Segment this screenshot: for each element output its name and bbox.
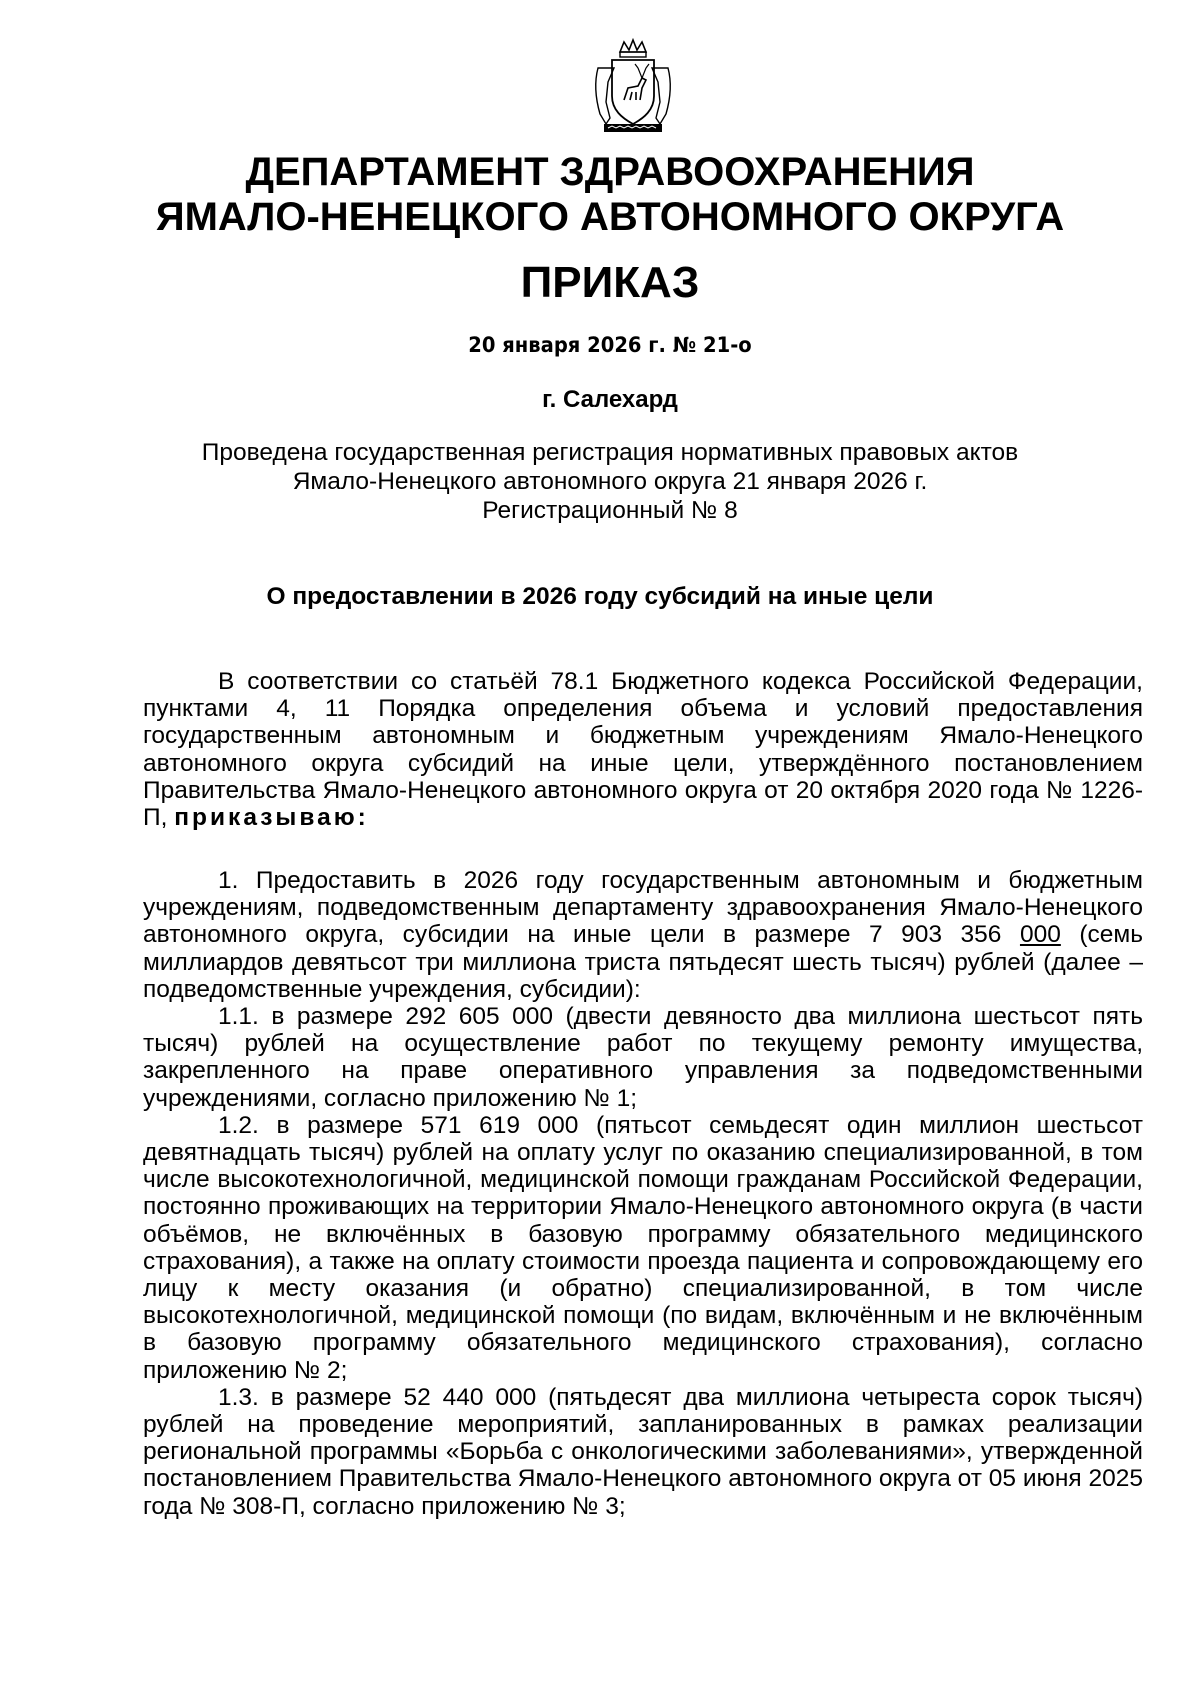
document-date-number: 20 января 2026 г. № 21-о: [468, 333, 752, 357]
document-subject: О предоставлении в 2026 году субсидий на иные цели: [266, 583, 934, 610]
registration-line: Регистрационный № 8: [482, 497, 738, 524]
item-1-text: 1. Предоставить в 2026 году государственным автономным и бюджетным учреждениям, подведомственным департаменту здравоохранения Ямало-Ненецкого автономного округа, субсидии на иные цели в размере 7 903 356: [143, 867, 1143, 949]
organization-name-line2: ЯМАЛО-НЕНЕЦКОГО АВТОНОМНОГО ОКРУГА: [155, 195, 1065, 239]
registration-line: Ямало-Ненецкого автономного округа 21 января 2026 г.: [292, 468, 928, 495]
item-1-underlined-amount: 000: [1019, 921, 1061, 949]
item-1: [143, 867, 1143, 1003]
registration-note: [10, 438, 1200, 525]
intro-text: В соответствии со статьёй 78.1 Бюджетного кодекса Российской Федерации, пунктами 4, 11 Порядка определения объема и условий предоставления государственным автономным и бюджетным учреждениям Ямало-Ненецкого автономного округа субсидий на иные цели, утверждённого постановлением Правительства Ямало-Ненецкого автономного округа от 20 октября 2020 года № 1226-П,: [143, 668, 1143, 832]
item-1-1: 1.1. в размере 292 605 000 (двести девяносто два миллиона шестьсот пять тысяч) рублей на осуществление работ по текущему ремонту имущества, закрепленного на праве оперативного управления за подведомственными учреждениями, согласно приложению № 1;: [143, 1003, 1143, 1112]
intro-paragraph: [143, 668, 1143, 831]
items-section: [143, 867, 1143, 1520]
item-1-3: 1.3. в размере 52 440 000 (пятьдесят два миллиона четыреста сорок тысяч) рублей на проведение мероприятий, запланированных в рамках реализации региональной программы «Борьба с онкологическими заболеваниями», утвержденной постановлением Правительства Ямало-Ненецкого автономного округа от 05 июня 2025 года № 308-П, согласно приложению № 3;: [143, 1383, 1144, 1520]
coat-of-arms-emblem: [590, 38, 676, 136]
document-type-title: ПРИКАЗ: [520, 258, 700, 307]
organization-name-line1: ДЕПАРТАМЕНТ ЗДРАВООХРАНЕНИЯ: [245, 150, 975, 194]
item-1-text-end: (семь миллиардов девятьсот три миллиона триста пятьдесят шесть тысяч) рублей (далее – подведомственные учреждения, субсидии):: [143, 921, 1144, 1003]
item-1-2: 1.2. в размере 571 619 000 (пятьсот семьдесят один миллион шестьсот девятнадцать тысяч) рублей на оплату услуг по оказанию специализированной, в том числе высокотехнологичной, медицинской помощи гражданам Российской Федерации, постоянно проживающих на территории Ямало-Ненецкого автономного округа (в части объёмов, не включённых в базовую программу обязательного медицинского страхования), а также на оплату стоимости проезда пациента и сопровождающему его лицу к месту оказания (и обратно) специализированной, в том числе высокотехнологичной, медицинской помощи (по видам, включённым и не включённым в базовую программу обязательного медицинского страхования), согласно приложению № 2;: [143, 1111, 1143, 1384]
registration-line: Проведена государственная регистрация нормативных правовых актов: [201, 439, 1019, 466]
order-word: приказываю:: [174, 804, 369, 832]
document-city: г. Салехард: [542, 386, 678, 413]
